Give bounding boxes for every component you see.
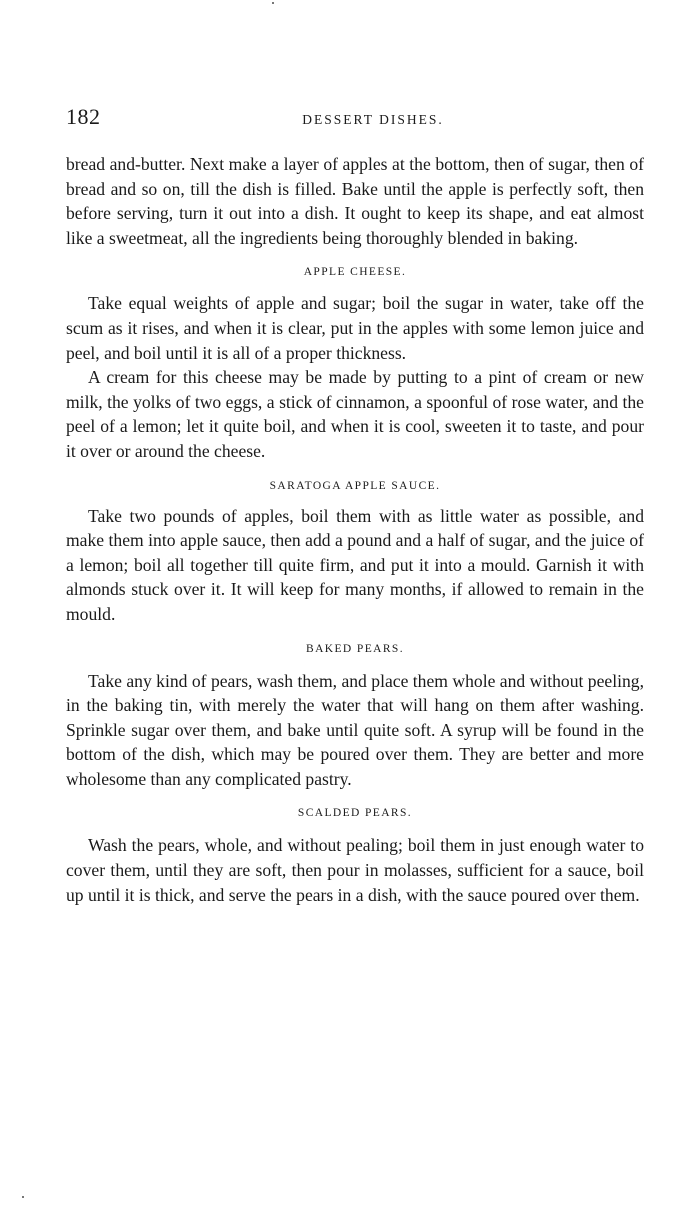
scan-speck [272,2,274,4]
section-heading-saratoga-apple-sauce: SARATOGA APPLE SAUCE. [269,479,441,492]
saratoga-apple-sauce-paragraph: Take two pounds of apples, boil them with as little water as possible, and make them into apple sauce, then add a pound and a half of sugar, and the juice of a lemon; boil all together till quite firm, and put it into a mould. Garnish it with almonds stuck over it. It will keep for many months, if allowed to remain in the mould. [66,505,644,624]
baked-pears-paragraph: Take any kind of pears, wash them, and place them whole and without peeling, in the baking tin, with merely the water that will hang on them after washing. Sprinkle sugar over them, and bake until quite soft. A syrup will be found in the bottom of the dish, which may be poured over them. They are better and more wholesome than any complicated pastry. [66,670,644,789]
body-text [66,152,644,907]
apple-cheese-paragraph-2: A cream for this cheese may be made by putting to a pint of cream or new milk, the yolks of two eggs, a stick of cinnamon, a spoonful of rose water, and the peel of a lemon; let it quite boil, and when it is cool, sweeten it to taste, and pour it over or around the cheese. [66,367,644,461]
page-number: 182 [66,104,101,129]
apple-cheese-paragraph-1: Take equal weights of apple and sugar; boil the sugar in water, take off the scum as it rises, and when it is clear, put in the apples with some lemon juice and peel, and boil until it is all of a proper thickness. [66,293,644,363]
section-heading-scalded-pears: SCALDED PEARS. [297,807,413,820]
running-head [66,104,644,132]
continuation-paragraph: bread and-butter. Next make a layer of apples at the bottom, then of sugar, then of bread and so on, till the dish is filled. Bake until the apple is perfectly soft, then before serving, turn it out into a dish. It ought to keep its shape, and eat almost like a sweetmeat, all the ingredients being thoroughly blended in baking. [66,154,644,248]
running-title: DESSERT DISHES. [302,112,444,127]
section-heading-baked-pears: BAKED PEARS. [306,642,404,655]
scalded-pears-paragraph: Wash the pears, whole, and without pealing; boil them in just enough water to cover them, until they are soft, then pour in molasses, sufficient for a sauce, boil up until it is thick, and serve the pears in a dish, with the sauce poured over them. [66,835,644,905]
section-heading-apple-cheese: APPLE CHEESE. [303,266,407,279]
scan-speck [22,1196,24,1198]
